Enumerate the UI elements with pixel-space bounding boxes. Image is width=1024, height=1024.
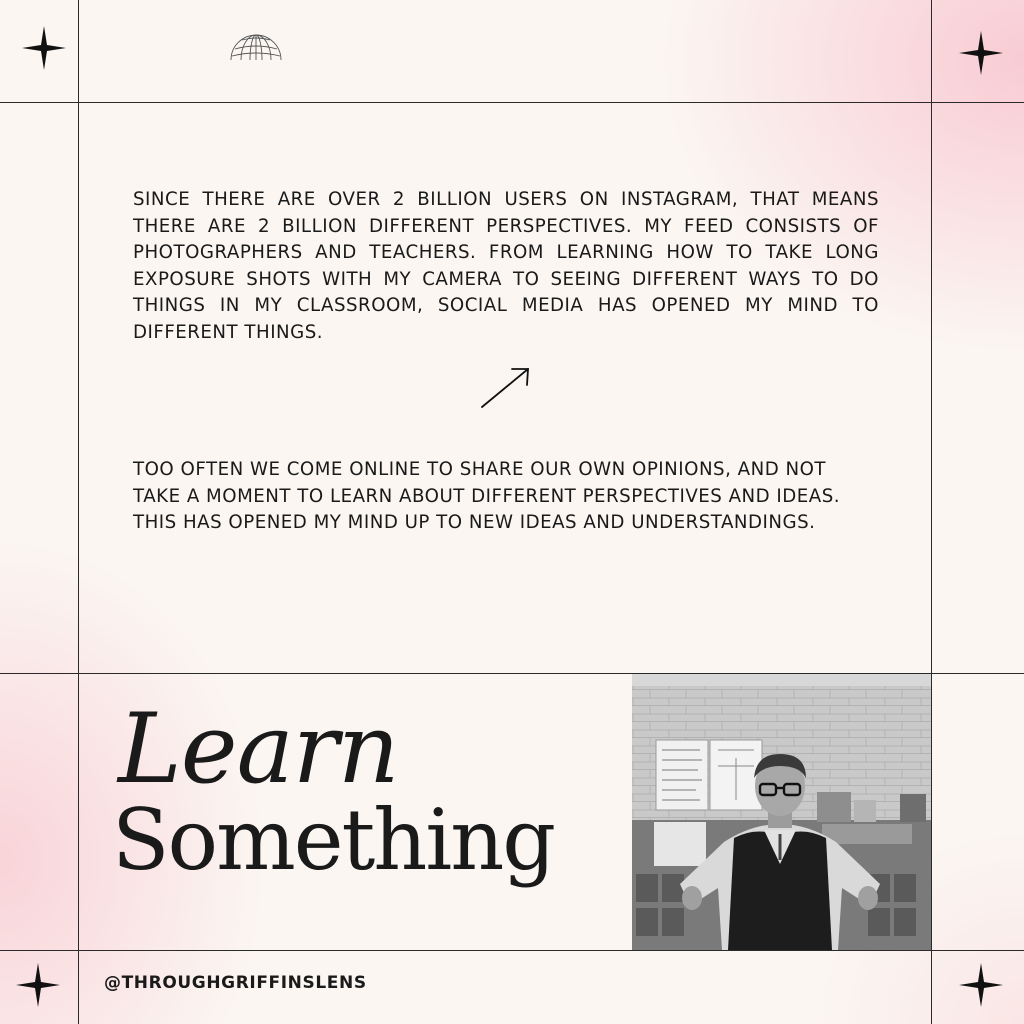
sparkle-star-icon (16, 963, 60, 1007)
body-paragraph-2: TOO OFTEN WE COME ONLINE TO SHARE OUR OWN OPINIONS, AND NOT TAKE A MOMENT TO LEARN ABOUT DIFFERENT PERSPECTIVES AND IDEAS. THIS HAS OPENED MY MIND UP TO NEW IDEAS AND UNDERSTANDINGS. (133, 459, 841, 533)
frame-line-left (78, 0, 79, 1024)
social-handle[interactable]: @THROUGHGRIFFINSLENS (104, 973, 367, 993)
arrow-up-right-icon (478, 364, 534, 412)
body-paragraph-1: SINCE THERE ARE OVER 2 BILLION USERS ON INSTAGRAM, THAT MEANS THERE ARE 2 BILLION DIFFERENT PERSPECTIVES. MY FEED CONSISTS OF PHOTOGRAPHERS AND TEACHERS. FROM LEARNING HOW TO TAKE LONG EXPOSURE SHOTS WITH MY CAMERA TO SEEING DIFFERENT WAYS TO DO THINGS IN MY CLASSROOM, SOCIAL MEDIA HAS OPENED MY MIND TO DIFFERENT THINGS. (133, 189, 879, 343)
portrait-photo (632, 674, 931, 950)
title-line-something: Something (112, 791, 555, 889)
frame-line-bottom (0, 950, 1024, 951)
sparkle-star-icon (959, 31, 1003, 75)
frame-line-right (931, 0, 932, 1024)
sparkle-star-icon (959, 963, 1003, 1007)
globe-icon (228, 28, 284, 64)
sparkle-star-icon (22, 26, 66, 70)
title-line-learn: Learn (118, 693, 399, 805)
frame-line-top (0, 102, 1024, 103)
